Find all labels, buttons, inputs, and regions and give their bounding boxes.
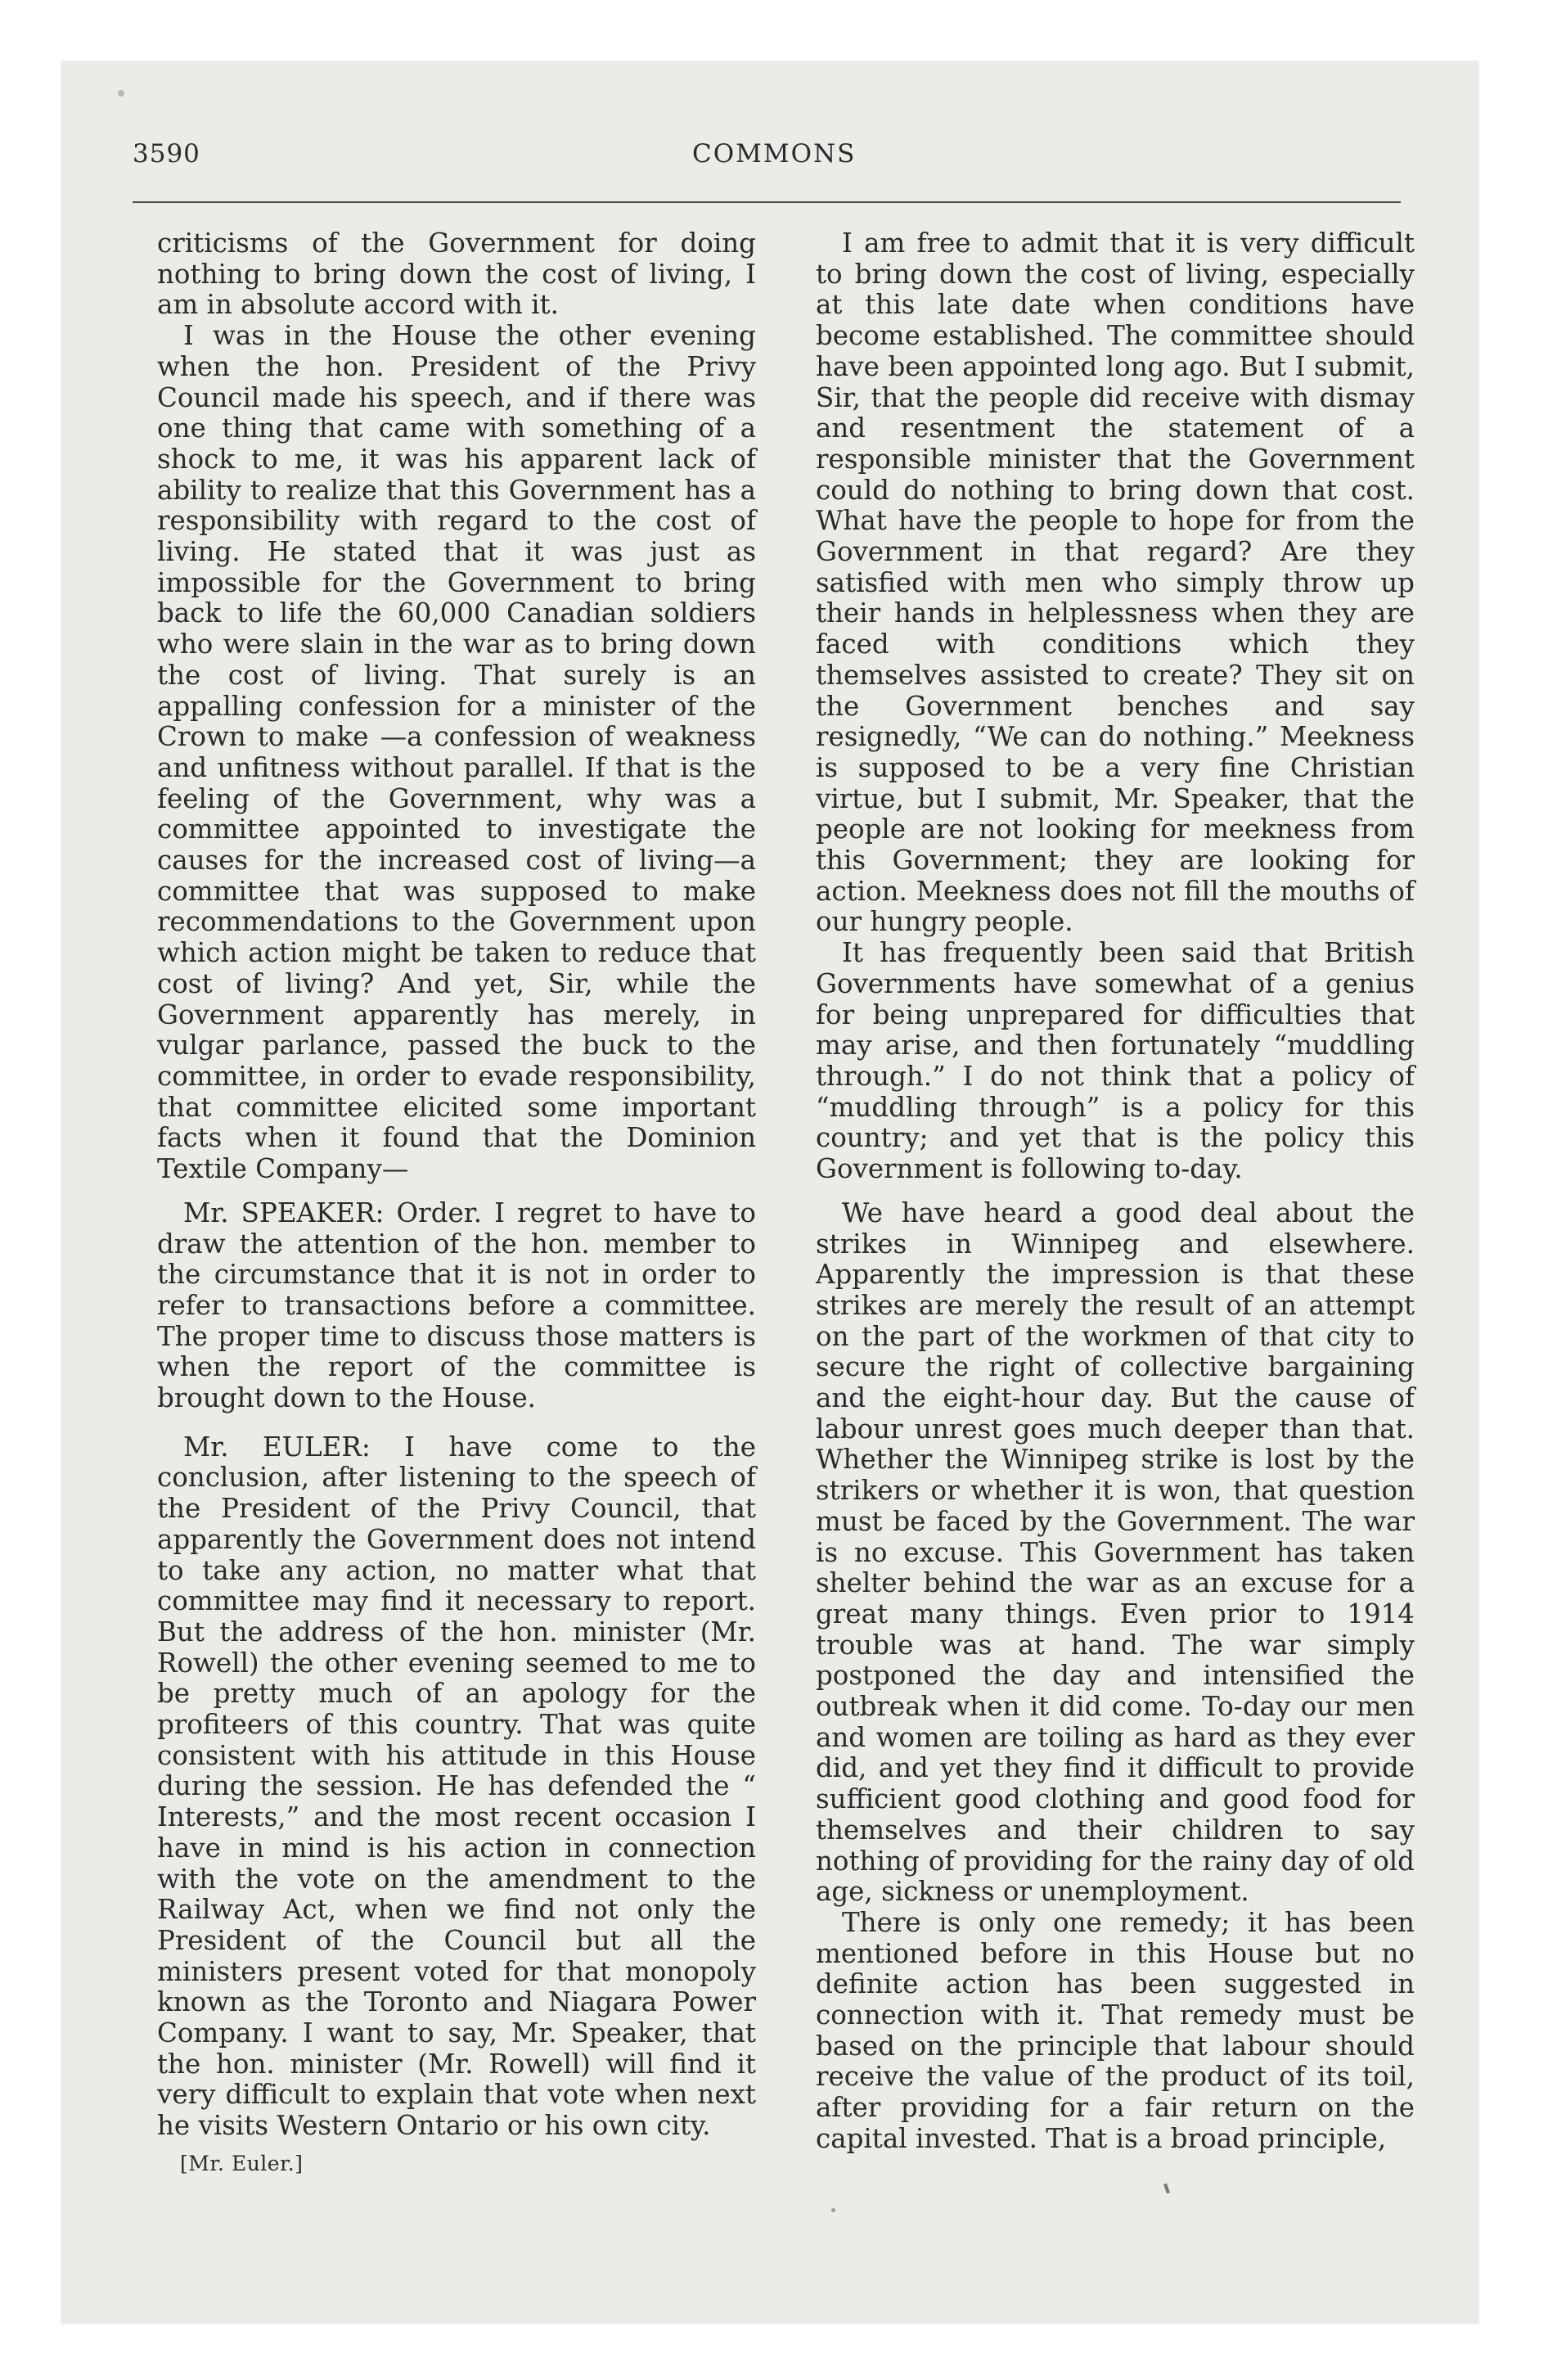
paragraph: Mr. EULER: I have come to the conclusion, after listening to the speech of the President of the Privy Council, that apparently the Government does not intend to take any action, no matter what that committee may find it necessary to report. But the address of the hon. minister (Mr. Rowell) the other evening seemed to me to be pretty much of an apology for the profiteers of this country. That was quite consistent with his attitude in this House during the session. He has defended the “ Interests,” and the most recent occasion I have in mind is his action in connection with the vote on the amendment to the Railway Act, when we find not only the President of the Council but all the ministers present voted for that monopoly known as the Toronto and Niagara Power Company. I want to say, Mr. Speaker, that the hon. minister (Mr. Rowell) will find it very difficult to explain that vote when next he visits Western Ontario or his own city. [157,1431,756,2142]
scan-speck [831,2208,835,2212]
paragraph: It has frequently been said that British Governments have somewhat of a genius for being unprepared for difficulties that may arise, and then fortunately “muddling through.” I do not think that a policy of “muddling through” is a policy for this country; and yet that is the policy this Government is following to-day. [816,937,1415,1185]
right-column [816,228,1415,2155]
paragraph: I was in the House the other evening when the hon. President of the Privy Council made his speech, and if there was one thing that came with something of a shock to me, it was his apparent lack of ability to realize that this Government has a responsibility with regard to the cost of living. He stated that it was just as impossible for the Government to bring back to life the 60,000 Canadian soldiers who were slain in the war as to bring down the cost of living. That surely is an appalling confession for a minister of the Crown to make —a confession of weakness and unfitness without parallel. If that is the feeling of the Government, why was a committee appointed to investigate the causes for the increased cost of living—a committee that was supposed to make recommendations to the Government upon which action might be taken to reduce that cost of living? And yet, Sir, while the Government apparently has merely, in vulgar parlance, passed the buck to the committee, in order to evade responsibility, that committee elicited some important facts when it found that the Dominion Textile Company— [157,320,756,1185]
page-number: 3590 [133,139,200,169]
paragraph: criticisms of the Government for doing nothing to bring down the cost of living, I am in absolute accord with it. [157,228,756,321]
running-head: COMMONS [692,139,857,169]
paragraph: We have heard a good deal about the strikes in Winnipeg and elsewhere. Apparently the impression is that these strikes are merely the result of an attempt on the part of the workmen of that city to secure the right of collective bargaining and the eight-hour day. But the cause of labour unrest goes much deeper than that. Whether the Winnipeg strike is lost by the strikers or whether it is won, that question must be faced by the Government. The war is no excuse. This Government has taken shelter behind the war as an excuse for a great many things. Even prior to 1914 trouble was at hand. The war simply postponed the day and intensified the outbreak when it did come. To-day our men and women are toiling as hard as they ever did, and yet they find it difficult to provide sufficient good clothing and good food for themselves and their children to say nothing of providing for the rainy day of old age, sickness or unemployment. [816,1197,1415,1908]
paragraph: There is only one remedy; it has been mentioned before in this House but no definite action has been suggested in connection with it. That remedy must be based on the principle that labour should receive the value of the product of its toil, after providing for a fair return on the capital invested. That is a broad principle, [816,1906,1415,2154]
paragraph: Mr. SPEAKER: Order. I regret to have to draw the attention of the hon. member to the circumstance that it is not in order to refer to transactions before a committee. The proper time to discuss those matters is when the report of the committee is brought down to the House. [157,1197,756,1414]
speaker-tag: [Mr. Euler.] [180,2151,304,2175]
left-column [157,228,756,2178]
scan-speck [118,90,124,97]
header-rule [133,201,1401,203]
paragraph: I am free to admit that it is very difficult to bring down the cost of living, especially at this late date when conditions have become established. The committee should have been appointed long ago. But I submit, Sir, that the people did receive with dismay and resentment the statement of a responsible minister that the Government could do nothing to bring down that cost. What have the people to hope for from the Government in that regard? Are they satisfied with men who simply throw up their hands in helplessness when they are faced with conditions which they themselves assisted to create? They sit on the Government benches and say resignedly, “We can do nothing.” Meekness is supposed to be a very fine Christian virtue, but I submit, Mr. Speaker, that the people are not looking for meekness from this Government; they are looking for action. Meekness does not fill the mouths of our hungry people. [816,228,1415,938]
